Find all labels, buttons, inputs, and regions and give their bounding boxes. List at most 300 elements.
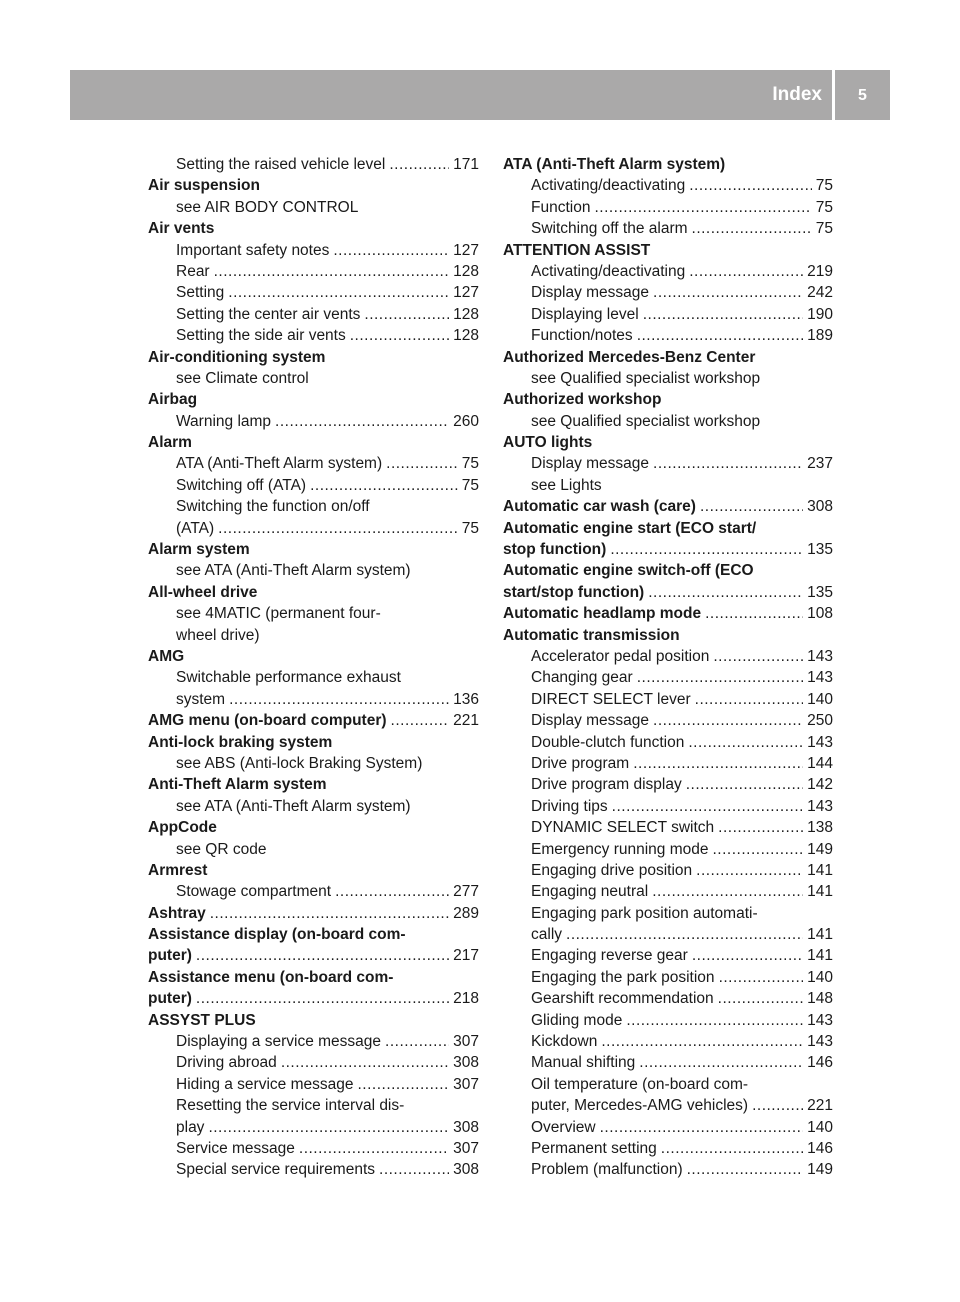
page-reference[interactable]: 140 [807,1118,833,1136]
entry-term: DYNAMIC SELECT switch [531,819,715,837]
dot-leader [386,453,458,474]
page-reference[interactable]: 189 [807,327,833,345]
index-entry[interactable] [503,582,833,603]
page-reference[interactable]: 218 [453,990,479,1008]
entry-term: Switchable performance exhaust [176,669,401,687]
entry-term: Air vents [148,220,215,238]
dot-leader [610,539,803,560]
index-subentry[interactable] [148,753,479,774]
index-subentry[interactable] [503,689,833,710]
dot-leader [210,903,449,924]
dot-leader [626,1010,803,1031]
entry-term: Problem (malfunction) [531,1161,683,1179]
dot-leader [719,967,804,988]
entry-term: see ATA (Anti-Theft Alarm system) [176,562,411,580]
entry-term: Anti-lock braking system [148,733,333,751]
dot-leader [333,240,449,261]
index-entry[interactable] [148,774,479,795]
entry-term: Authorized workshop [503,391,662,409]
page-reference[interactable]: 171 [453,156,479,173]
entry-term: puter, Mercedes-AMG vehicles) [531,1097,749,1115]
index-subentry[interactable] [503,218,833,239]
page-reference[interactable]: 128 [453,327,479,345]
dot-leader [218,518,458,539]
entry-term: Changing gear [531,669,633,687]
entry-term: Display message [531,284,650,302]
index-subentry[interactable] [503,368,833,389]
page-reference[interactable]: 148 [807,990,833,1008]
dot-leader [692,218,812,239]
entry-term: Engaging the park position [531,968,715,986]
page-reference[interactable]: 75 [461,519,479,537]
entry-term: Authorized Mercedes-Benz Center [503,348,756,366]
entry-term: see 4MATIC (permanent four- [176,605,381,623]
dot-leader [350,325,449,346]
index-subentry[interactable] [503,903,833,924]
page-reference[interactable]: 75 [815,198,833,216]
page-reference[interactable]: 277 [453,883,479,901]
index-subentry[interactable] [148,411,479,432]
index-entry[interactable] [148,646,479,667]
entry-term: see AIR BODY CONTROL [176,198,359,216]
entry-term: Setting the center air vents [176,305,361,323]
dot-leader [612,796,803,817]
entry-term: Accelerator pedal position [531,647,710,665]
entry-term: Resetting the service interval dis- [176,1097,405,1115]
index-subentry[interactable] [503,1052,833,1073]
page-title: Index [772,84,822,105]
entry-term: Switching the function on/off [176,498,370,516]
entry-term: Function/notes [531,327,633,345]
index-entry[interactable] [148,860,479,881]
index-subentry[interactable] [503,988,833,1009]
entry-term: AUTO lights [503,434,593,452]
entry-term: All-wheel drive [148,583,258,601]
page-reference[interactable]: 242 [807,284,833,302]
index-subentry[interactable] [503,967,833,988]
index-subentry[interactable] [503,261,833,282]
entry-term: Function [531,198,591,216]
page-reference[interactable]: 260 [453,412,479,430]
page-reference[interactable]: 221 [453,712,479,730]
index-subentry[interactable] [503,796,833,817]
dot-leader [637,667,803,688]
index-entry[interactable] [503,518,833,539]
dot-leader [652,881,803,902]
dot-leader [686,774,803,795]
entry-term: Driving abroad [176,1054,277,1072]
index-entry[interactable] [148,432,479,453]
page-reference[interactable]: 308 [807,498,833,516]
entry-term: Kickdown [531,1033,598,1051]
index-subentry[interactable] [148,282,479,303]
index-entry[interactable] [503,154,833,175]
index-subentry[interactable] [503,667,833,688]
index-entry[interactable] [148,732,479,753]
index-subentry[interactable] [148,1074,479,1095]
page-reference[interactable]: 128 [453,262,479,280]
index-subentry[interactable] [148,496,479,517]
index-subentry[interactable] [503,304,833,325]
entry-term: Automatic transmission [503,626,680,644]
index-subentry[interactable] [503,1159,833,1180]
entry-term: Special service requirements [176,1161,376,1179]
entry-term: Automatic engine switch-off (ECO [503,562,754,580]
dot-leader [639,1052,803,1073]
index-subentry[interactable] [148,240,479,261]
entry-term: Airbag [148,391,198,409]
index-subentry[interactable] [503,732,833,753]
entry-term: puter) [148,947,192,965]
entry-term: Drive program display [531,776,682,794]
index-entry[interactable] [503,432,833,453]
page-reference[interactable]: 140 [807,968,833,986]
index-entry[interactable] [148,945,479,966]
entry-term: Display message [531,455,650,473]
entry-term: Displaying level [531,305,639,323]
index-subentry[interactable] [503,817,833,838]
page-reference[interactable]: 143 [807,669,833,687]
page-reference[interactable]: 75 [815,177,833,195]
entry-term: see QR code [176,840,267,858]
entry-term: (ATA) [176,519,215,537]
page-reference[interactable]: 308 [453,1161,479,1179]
page-reference[interactable]: 149 [807,1161,833,1179]
index-subentry[interactable] [148,1052,479,1073]
index-entry[interactable] [148,175,479,196]
page-reference[interactable]: 289 [453,904,479,922]
page-reference[interactable]: 190 [807,305,833,323]
page-reference[interactable]: 75 [461,476,479,494]
entry-term: Automatic headlamp mode [503,605,702,623]
index-entry[interactable] [503,347,833,368]
page-reference[interactable]: 142 [807,776,833,794]
page-reference[interactable]: 141 [807,926,833,944]
header-bar [70,70,890,120]
page-reference[interactable]: 141 [807,883,833,901]
entry-term: DIRECT SELECT lever [531,690,691,708]
page-reference[interactable]: 135 [807,583,833,601]
entry-term: Alarm [148,434,192,452]
page-reference[interactable]: 217 [453,947,479,965]
dot-leader [601,1031,803,1052]
entry-term: AMG [148,647,185,665]
dot-leader [705,603,803,624]
index-entry[interactable] [503,625,833,646]
page-reference[interactable]: 149 [807,840,833,858]
entry-term: Hiding a service message [176,1075,354,1093]
entry-term: Activating/deactivating [531,262,686,280]
entry-term: Rear [176,262,210,280]
dot-leader [689,261,803,282]
index-subentry[interactable] [503,1138,833,1159]
entry-term: Setting [176,284,225,302]
entry-term: Display message [531,712,650,730]
dot-leader [600,1117,804,1138]
page-reference[interactable]: 136 [453,690,479,708]
entry-term: play [176,1118,205,1136]
page-reference[interactable]: 135 [807,541,833,559]
index-subentry[interactable] [148,1138,479,1159]
index-subentry[interactable] [148,560,479,581]
entry-term: see Qualified specialist workshop [531,412,761,430]
entry-term: Switching off (ATA) [176,476,307,494]
index-subentry[interactable] [148,1117,479,1138]
page-reference[interactable]: 143 [807,647,833,665]
dot-leader [379,1159,449,1180]
entry-term: Manual shifting [531,1054,636,1072]
page-reference[interactable]: 138 [807,819,833,837]
dot-leader [643,304,803,325]
dot-leader [687,1159,804,1180]
entry-term: Oil temperature (on-board com- [531,1075,749,1093]
index-subentry[interactable] [503,839,833,860]
entry-term: Emergency running mode [531,840,709,858]
index-subentry[interactable] [148,689,479,710]
entry-term: ATA (Anti-Theft Alarm system) [176,455,383,473]
index-entry[interactable] [148,710,479,731]
index-subentry[interactable] [148,796,479,817]
page-reference[interactable]: 143 [807,1011,833,1029]
page-reference[interactable]: 128 [453,305,479,323]
page-number: 5 [858,87,867,104]
entry-term: start/stop function) [503,583,645,601]
entry-term: Gliding mode [531,1011,623,1029]
entry-term: Automatic engine start (ECO start/ [503,519,757,537]
dot-leader [275,411,449,432]
dot-leader [718,817,803,838]
index-subentry[interactable] [148,453,479,474]
index-entry[interactable] [148,347,479,368]
index-entry[interactable] [148,988,479,1009]
dot-leader [695,689,803,710]
entry-term: Air suspension [148,177,260,195]
index-subentry[interactable] [148,667,479,688]
page-reference[interactable]: 75 [461,455,479,473]
entry-term: Engaging reverse gear [531,947,688,965]
index-subentry[interactable] [148,261,479,282]
page-reference[interactable]: 140 [807,690,833,708]
entry-term: AMG menu (on-board computer) [148,712,387,730]
dot-leader [214,261,450,282]
index-entry[interactable] [148,389,479,410]
dot-leader [364,304,449,325]
page-reference[interactable]: 75 [815,220,833,238]
entry-term: Setting the raised vehicle level [176,156,386,173]
index-entry[interactable] [503,496,833,517]
dot-leader [389,154,449,175]
index-subentry[interactable] [503,1095,833,1116]
index-subentry[interactable] [503,924,833,945]
page-reference[interactable]: 146 [807,1054,833,1072]
entry-term: cally [531,926,563,944]
page-reference[interactable]: 221 [807,1097,833,1115]
dot-leader [648,582,803,603]
index-entry[interactable] [503,389,833,410]
page-reference[interactable]: 141 [807,947,833,965]
index-subentry[interactable] [148,475,479,496]
index-subentry[interactable] [148,1031,479,1052]
page-reference[interactable]: 250 [807,712,833,730]
page-reference[interactable]: 127 [453,241,479,259]
index-column-right [503,154,833,1181]
entry-term: Armrest [148,861,208,879]
entry-term: stop function) [503,541,607,559]
entry-term: Alarm system [148,541,250,559]
dot-leader [594,197,811,218]
index-subentry[interactable] [503,860,833,881]
dot-leader [696,860,803,881]
dot-leader [689,175,812,196]
index-subentry[interactable] [148,154,479,175]
index-subentry[interactable] [503,646,833,667]
index-subentry[interactable] [503,282,833,303]
index-subentry[interactable] [503,175,833,196]
dot-leader [653,282,803,303]
entry-term: ATTENTION ASSIST [503,241,651,259]
dot-leader [637,325,803,346]
page-reference[interactable]: 127 [453,284,479,302]
dot-leader [335,881,449,902]
index-subentry[interactable] [503,945,833,966]
entry-term: system [176,690,226,708]
index-subentry[interactable] [148,1095,479,1116]
page-reference[interactable]: 308 [453,1054,479,1072]
index-entry[interactable] [503,560,833,581]
index-entry[interactable] [148,218,479,239]
entry-term: see ABS (Anti-lock Braking System) [176,754,423,772]
index-entry[interactable] [148,924,479,945]
entry-term: puter) [148,990,192,1008]
page-reference[interactable]: 141 [807,861,833,879]
page-reference[interactable]: 143 [807,1033,833,1051]
entry-term: ASSYST PLUS [148,1011,256,1029]
entry-term: Anti-Theft Alarm system [148,776,327,794]
index-subentry[interactable] [503,753,833,774]
dot-leader [713,839,804,860]
dot-leader [229,689,449,710]
dot-leader [208,1117,449,1138]
index-entry[interactable] [148,967,479,988]
index-entry[interactable] [503,603,833,624]
index-subentry[interactable] [503,881,833,902]
page-reference[interactable]: 146 [807,1139,833,1157]
entry-term: Engaging neutral [531,883,649,901]
page-reference[interactable]: 219 [807,262,833,280]
page-reference[interactable]: 143 [807,797,833,815]
index-subentry[interactable] [148,518,479,539]
index-entry[interactable] [503,539,833,560]
index-subentry[interactable] [148,368,479,389]
entry-term: Air-conditioning system [148,348,326,366]
index-subentry[interactable] [148,325,479,346]
dot-leader [196,945,449,966]
entry-term: Overview [531,1118,596,1136]
index-entry[interactable] [148,1010,479,1031]
index-entry[interactable] [503,240,833,261]
index-subentry[interactable] [503,1117,833,1138]
entry-term: Setting the side air vents [176,327,346,345]
entry-term: Warning lamp [176,412,272,430]
page-reference[interactable]: 144 [807,754,833,772]
entry-term: Ashtray [148,904,206,922]
dot-leader [566,924,803,945]
dot-leader [196,988,449,1009]
index-subentry[interactable] [148,625,479,646]
entry-term: Assistance menu (on-board com- [148,968,394,986]
entry-term: Engaging drive position [531,861,693,879]
index-entry[interactable] [148,817,479,838]
entry-term: Automatic car wash (care) [503,498,696,516]
page-reference[interactable]: 307 [453,1139,479,1157]
entry-term: Activating/deactivating [531,177,686,195]
dot-leader [391,710,450,731]
page-reference[interactable]: 308 [453,1118,479,1136]
index-subentry[interactable] [148,603,479,624]
page-reference[interactable]: 307 [453,1075,479,1093]
dot-leader [281,1052,449,1073]
entry-term: see Climate control [176,369,309,387]
entry-term: Double-clutch function [531,733,685,751]
dot-leader [692,945,803,966]
entry-term: Engaging park position automati- [531,904,758,922]
dot-leader [299,1138,449,1159]
index-subentry[interactable] [503,475,833,496]
entry-term: see Qualified specialist workshop [531,369,761,387]
dot-leader [661,1138,803,1159]
index-subentry[interactable] [503,1010,833,1031]
dot-leader [713,646,803,667]
index-subentry[interactable] [148,197,479,218]
dot-leader [653,453,803,474]
page-reference[interactable]: 237 [807,455,833,473]
index-subentry[interactable] [148,304,479,325]
index-subentry[interactable] [503,453,833,474]
index-entry[interactable] [148,539,479,560]
entry-term: Permanent setting [531,1139,657,1157]
index-subentry[interactable] [503,1074,833,1095]
index-subentry[interactable] [503,197,833,218]
dot-leader [688,732,803,753]
index-subentry[interactable] [148,881,479,902]
entry-term: ATA (Anti-Theft Alarm system) [503,156,726,173]
index-entry[interactable] [148,582,479,603]
dot-leader [700,496,803,517]
index-subentry[interactable] [503,774,833,795]
index-subentry[interactable] [503,411,833,432]
entry-term: Drive program [531,754,630,772]
index-subentry[interactable] [148,1159,479,1180]
page-reference[interactable]: 108 [807,605,833,623]
page-reference[interactable]: 143 [807,733,833,751]
page-reference[interactable]: 307 [453,1033,479,1051]
index-column-left [148,154,479,1181]
index-entry[interactable] [148,903,479,924]
entry-term: Driving tips [531,797,608,815]
dot-leader [357,1074,449,1095]
entry-term: Switching off the alarm [531,220,688,238]
entry-term: Service message [176,1139,295,1157]
index-subentry[interactable] [503,325,833,346]
entry-term: Important safety notes [176,241,330,259]
dot-leader [310,475,458,496]
index-subentry[interactable] [503,1031,833,1052]
entry-term: Assistance display (on-board com- [148,926,406,944]
dot-leader [653,710,803,731]
dot-leader [633,753,803,774]
index-subentry[interactable] [148,839,479,860]
index-subentry[interactable] [503,710,833,731]
